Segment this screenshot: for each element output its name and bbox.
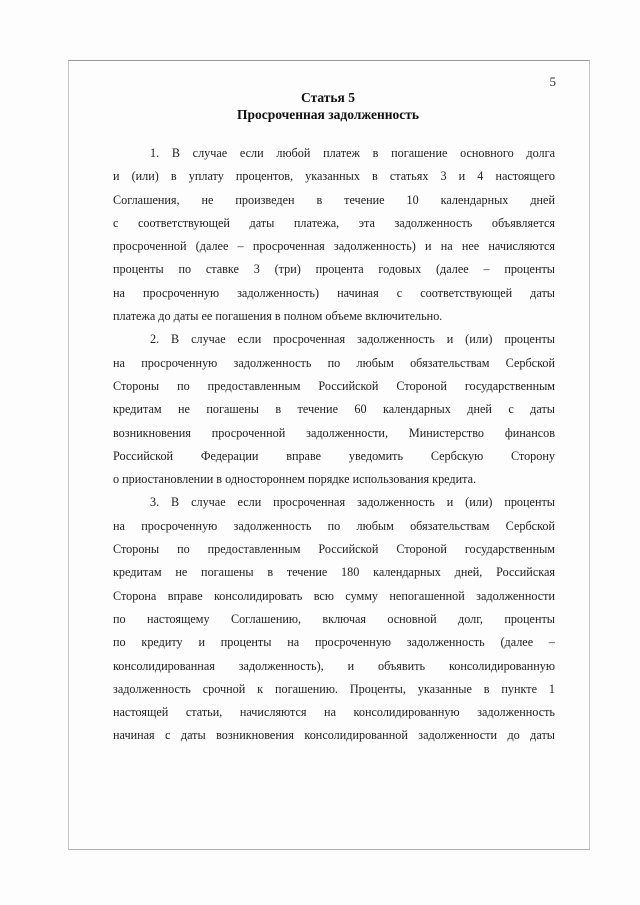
paragraph-3	[113, 491, 555, 747]
text-line: 2. В случае если просроченная задолженность и (или) проценты	[150, 332, 555, 347]
text-line: начиная с даты возникновения консолидированной задолженности до даты	[113, 728, 555, 743]
text-line: о приостановлении в одностороннем порядке использования кредита.	[113, 472, 477, 487]
text-line: на просроченную задолженность по любым обязательствам Сербской	[113, 355, 555, 370]
text-line: настоящей статьи, начисляются на консолидированную задолженность	[113, 705, 555, 720]
paragraph-2	[113, 328, 555, 491]
text-line: по настоящему Соглашению, включая основной долг, проценты	[113, 611, 555, 626]
text-line: Стороны по предоставленным Российской Стороной государственным	[113, 542, 555, 557]
paragraph-1	[113, 142, 555, 328]
text-line: 1. В случае если любой платеж в погашение основного долга	[150, 146, 555, 160]
text-line: на просроченную задолженность) начиная с соответствующей даты	[113, 285, 555, 300]
text-line: Российской Федерации вправе уведомить Сербскую Сторону	[113, 448, 555, 463]
text-line: кредитам не погашены в течение 180 календарных дней, Российская	[113, 565, 555, 580]
article-subtitle: Просроченная задолженность	[236, 107, 420, 122]
text-line: по кредиту и проценты на просроченную задолженность (далее –	[113, 635, 555, 650]
text-line: Соглашения, не произведен в течение 10 календарных дней	[113, 192, 555, 207]
text-line: консолидированная задолженность), и объявить консолидированную	[113, 658, 555, 673]
article-title: Статья 5	[301, 90, 355, 105]
text-line: 3. В случае если просроченная задолженность и (или) проценты	[150, 495, 555, 510]
page-number: 5	[549, 74, 556, 89]
text-line: кредитам не погашены в течение 60 календарных дней с даты	[113, 402, 555, 417]
text-line: Стороны по предоставленным Российской Стороной государственным	[113, 378, 555, 393]
text-line: и (или) в уплату процентов, указанных в статьях 3 и 4 настоящего	[113, 169, 555, 184]
text-line: на просроченную задолженность по любым обязательствам Сербской	[113, 518, 555, 533]
text-line: Сторона вправе консолидировать всю сумму непогашенной задолженности	[113, 588, 555, 603]
text-line: задолженность срочной к погашению. Проценты, указанные в пункте 1	[113, 681, 555, 696]
article-body	[113, 142, 555, 748]
text-line: платежа до даты ее погашения в полном объеме включительно.	[113, 309, 443, 324]
text-line: возникновения просроченной задолженности, Министерство финансов	[113, 425, 555, 440]
text-line: проценты по ставке 3 (три) процента годовых (далее – проценты	[113, 262, 555, 277]
text-line: с соответствующей даты платежа, эта задолженность объявляется	[113, 215, 555, 230]
text-line: просроченной (далее – просроченная задолженность) и на нее начисляются	[113, 239, 555, 254]
